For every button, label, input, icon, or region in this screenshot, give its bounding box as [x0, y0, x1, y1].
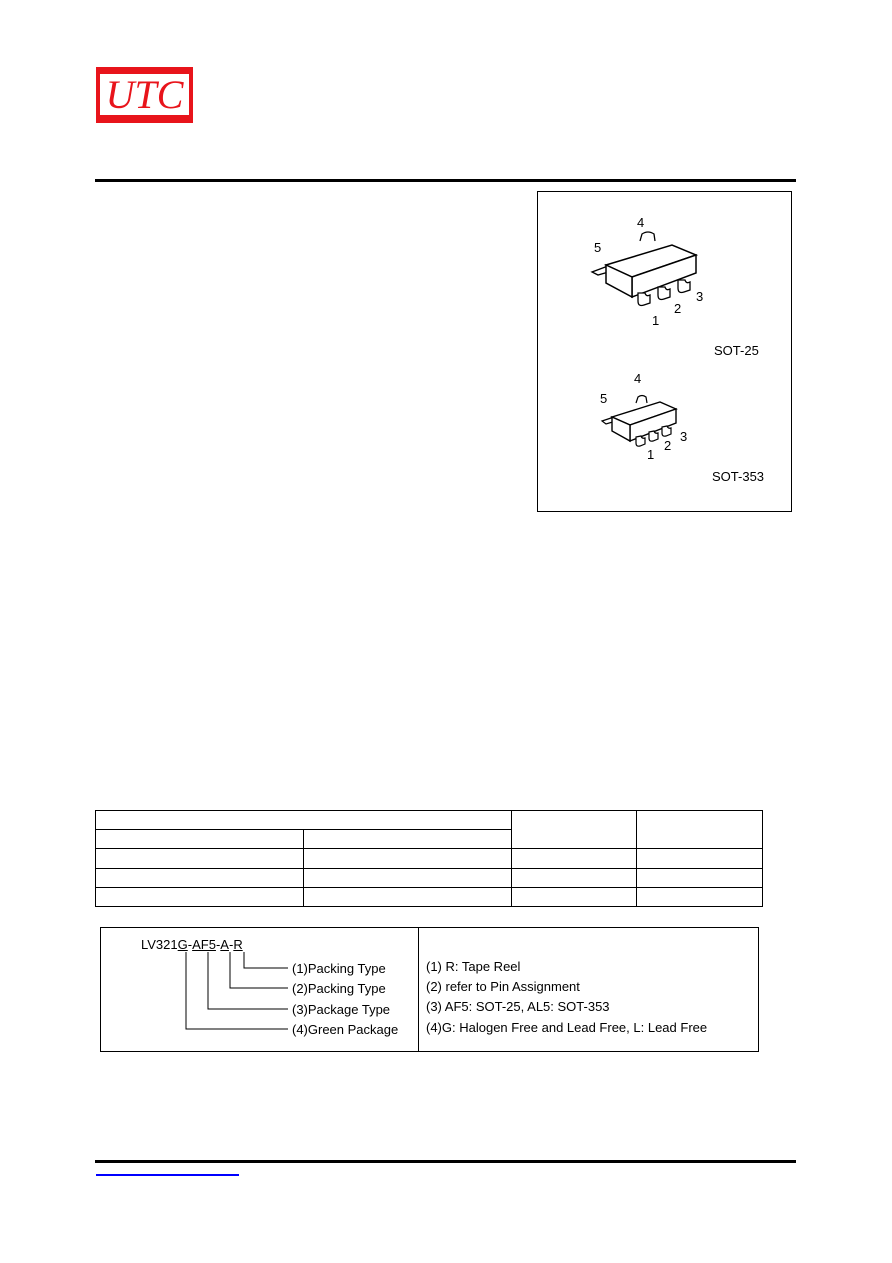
table-cell [512, 887, 637, 906]
table-subheader-cell [96, 830, 304, 849]
description-package: (3) AF5: SOT-25, AL5: SOT-353 [426, 999, 610, 1014]
part-packing-code: R [233, 937, 243, 952]
table-row [96, 849, 763, 868]
sot25-pin-2: 2 [674, 301, 682, 316]
footer-rule [95, 1160, 796, 1163]
table-header-cell [512, 811, 637, 849]
marking-connector-lines [180, 950, 290, 1035]
sot353-pin-5: 5 [600, 391, 608, 406]
legend-packing-type-2: (2)Packing Type [292, 981, 386, 996]
sot25-pin-4: 4 [637, 215, 645, 230]
table-cell [304, 887, 512, 906]
sot25-pin-5: 5 [594, 240, 602, 255]
part-green-code: G [177, 937, 188, 952]
part-sep: - [228, 937, 234, 952]
legend-green-package: (4)Green Package [292, 1022, 399, 1037]
sot25-label: SOT-25 [714, 343, 759, 358]
sot353-pin-1: 1 [647, 447, 655, 462]
sot353-label: SOT-353 [712, 469, 765, 484]
table-cell [304, 849, 512, 868]
marking-box-divider [418, 927, 419, 1052]
legend-packing-type-1: (1)Packing Type [292, 961, 386, 976]
part-sep: - [215, 937, 221, 952]
sot353-pin-2: 2 [664, 438, 672, 453]
sot353-package-drawing [600, 385, 690, 455]
website-link[interactable] [96, 1174, 239, 1176]
table-header-cell [96, 811, 512, 830]
description-green: (4)G: Halogen Free and Lead Free, L: Lead Free [426, 1020, 708, 1035]
logo-text: UTC [105, 71, 184, 117]
table-cell [637, 868, 763, 887]
header-rule [95, 179, 796, 182]
table-cell [637, 849, 763, 868]
table-cell [96, 849, 304, 868]
table-header-cell [637, 811, 763, 849]
table-cell [96, 887, 304, 906]
table-cell [512, 849, 637, 868]
table-cell [637, 887, 763, 906]
sot25-pin-3: 3 [696, 289, 704, 304]
ordering-table [95, 810, 762, 907]
sot353-pin-3: 3 [680, 429, 688, 444]
part-pin-code: A [220, 937, 229, 952]
description-pin-assignment: (2) refer to Pin Assignment [426, 979, 580, 994]
description-packing: (1) R: Tape Reel [426, 959, 521, 974]
table-cell [96, 868, 304, 887]
part-package-code: AF5 [192, 937, 216, 952]
utc-logo [96, 67, 193, 123]
logo-inner [100, 71, 189, 117]
table-row [96, 887, 763, 906]
sot353-pin-4: 4 [634, 371, 642, 386]
legend-package-type: (3)Package Type [292, 1002, 391, 1017]
table-row [96, 868, 763, 887]
table-subheader-cell [304, 830, 512, 849]
table-cell [304, 868, 512, 887]
part-prefix: LV321 [141, 937, 178, 952]
table-cell [512, 868, 637, 887]
sot25-pin-1: 1 [652, 313, 660, 328]
part-sep: - [187, 937, 193, 952]
